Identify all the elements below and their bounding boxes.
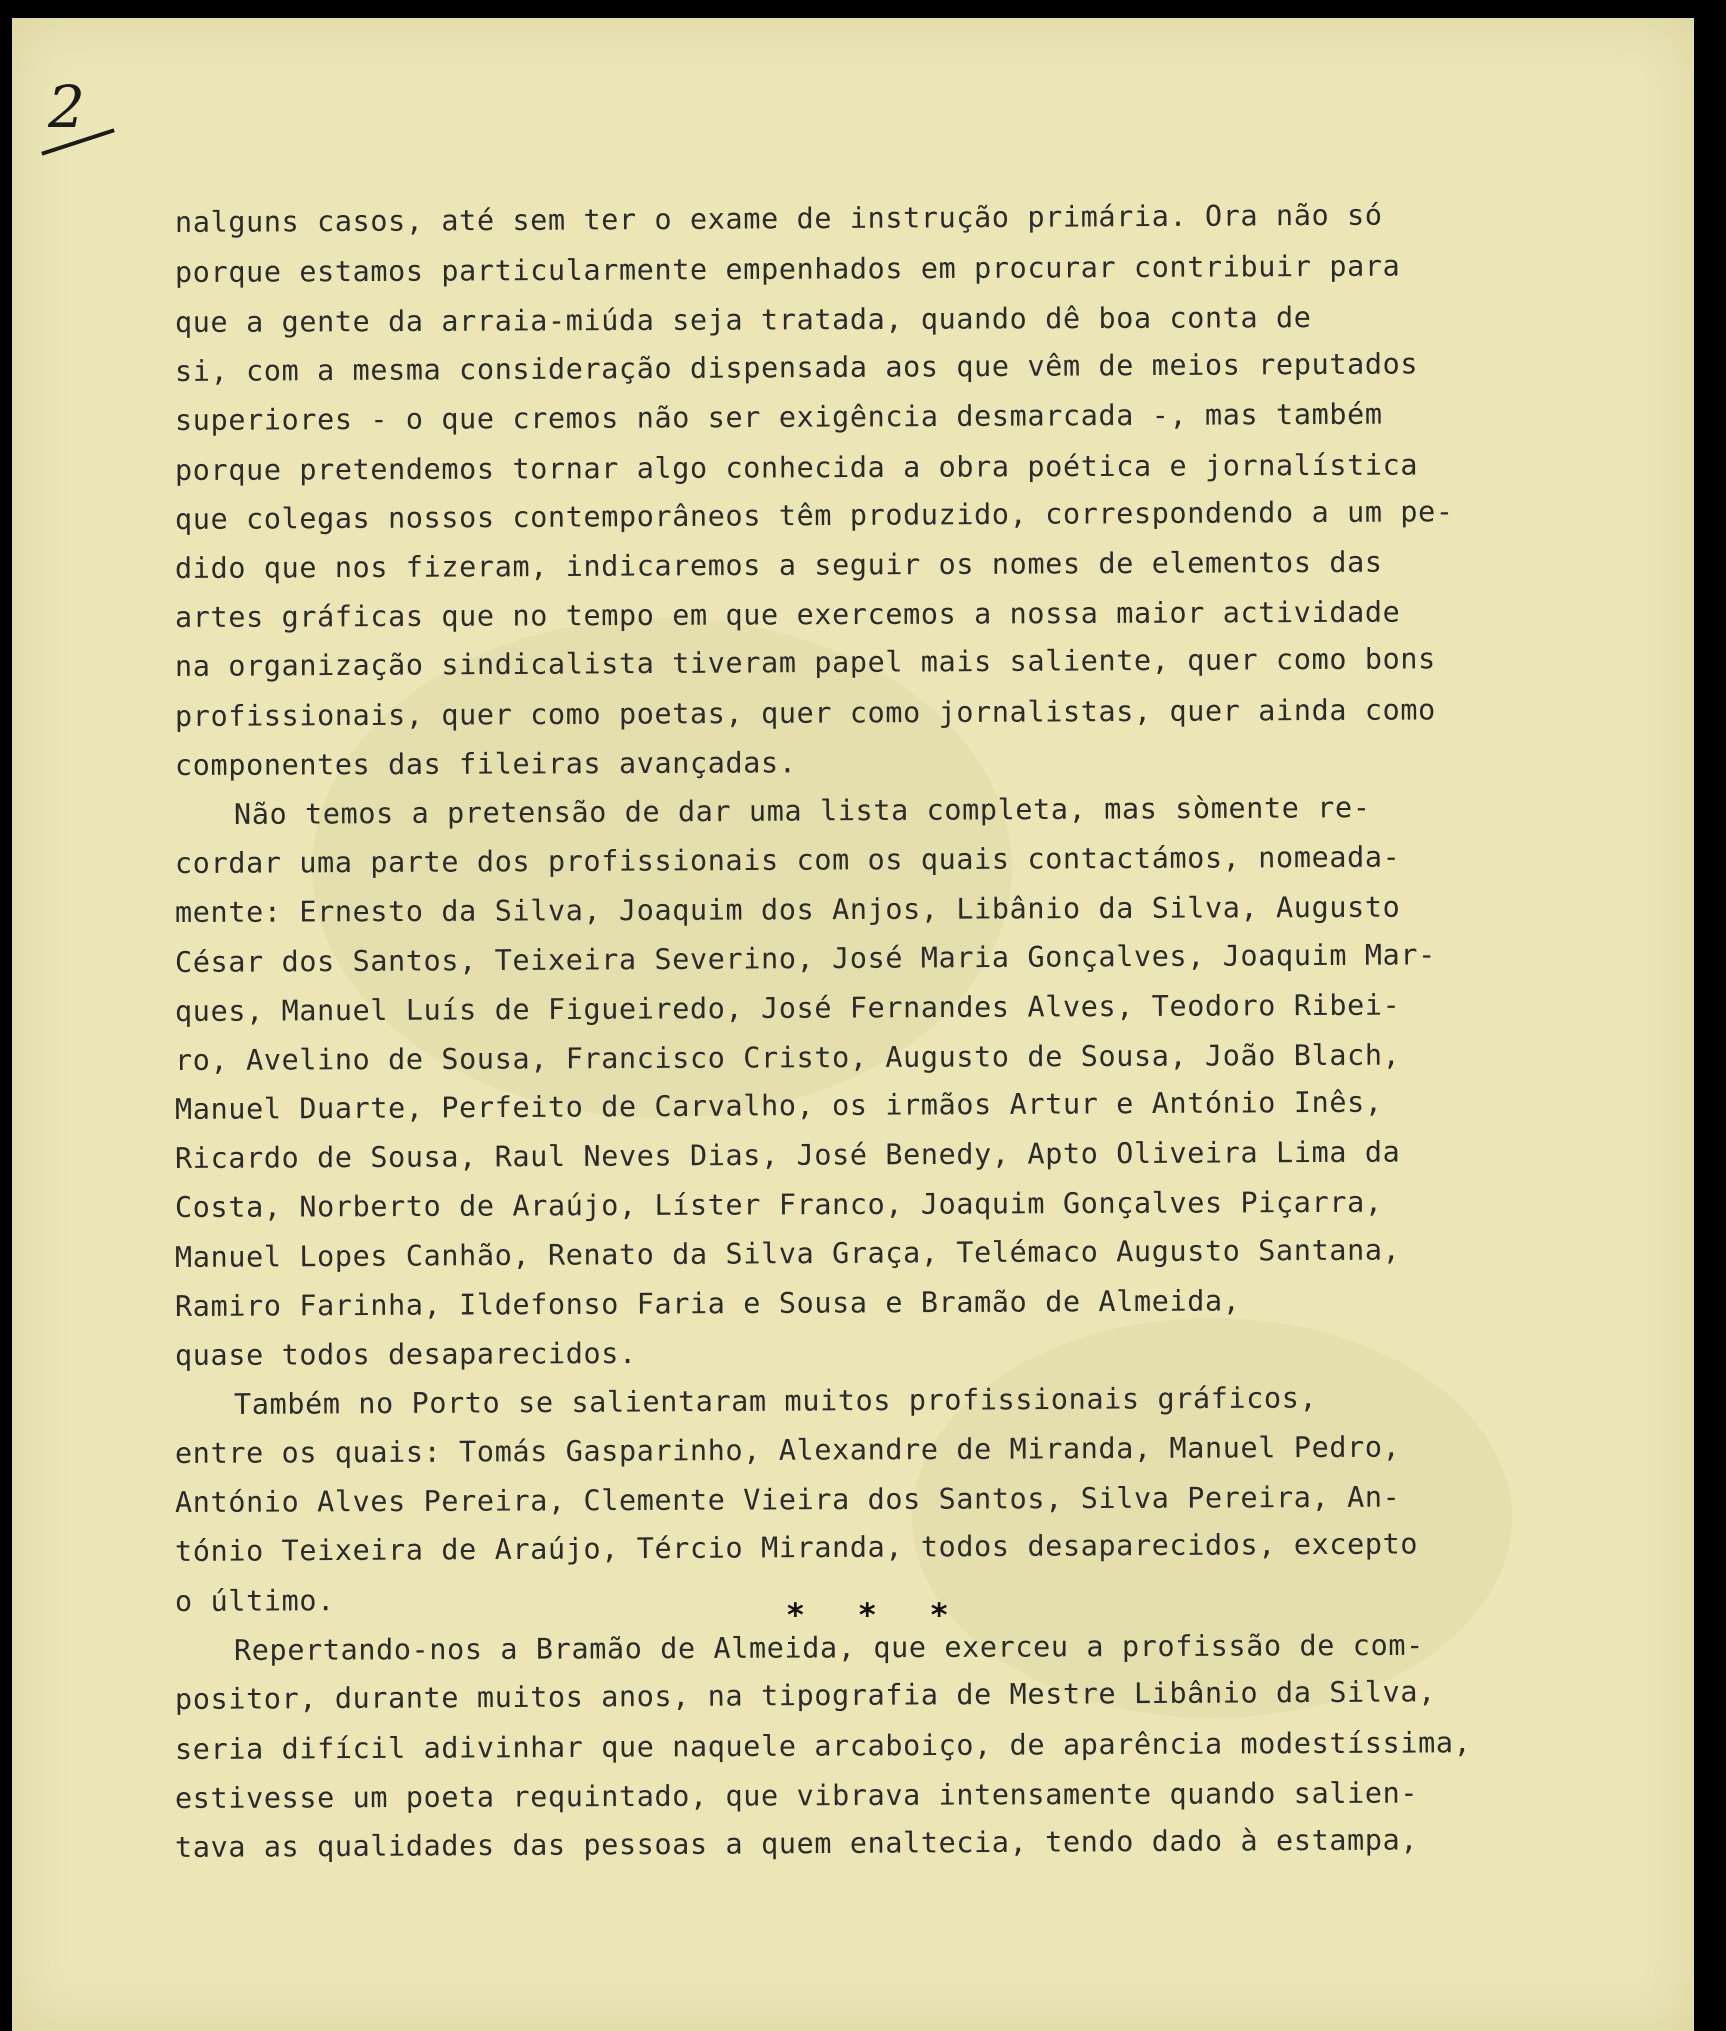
text-line: Costa, Norberto de Araújo, Líster Franco, Joaquim Gonçalves Piçarra, xyxy=(174,1185,1383,1224)
text-line: porque estamos particularmente empenhados em procurar contribuir para xyxy=(174,249,1401,289)
text-line: cordar uma parte dos profissionais com os quais contactámos, nomeada- xyxy=(174,840,1401,880)
text-line: ro, Avelino de Sousa, Francisco Cristo, Augusto de Sousa, João Blach, xyxy=(174,1038,1401,1077)
text-line: dido que nos fizeram, indicaremos a seguir os nomes de elementos das xyxy=(174,545,1383,585)
text-line: mente: Ernesto da Silva, Joaquim dos Anjos, Libânio da Silva, Augusto xyxy=(174,890,1401,929)
text-line: Também no Porto se salientaram muitos profissionais gráficos, xyxy=(233,1381,1318,1421)
text-line: estivesse um poeta requintado, que vibrava intensamente quando salien- xyxy=(174,1776,1419,1815)
text-line: si, com a mesma consideração dispensada aos que vêm de meios reputados xyxy=(174,347,1419,388)
text-line: que colegas nossos contemporâneos têm produzido, correspondendo a um pe- xyxy=(174,495,1454,536)
text-line: o último. xyxy=(174,1584,335,1618)
text-line: entre os quais: Tomás Gasparinho, Alexandre de Miranda, Manuel Pedro, xyxy=(174,1430,1401,1470)
text-line: artes gráficas que no tempo em que exercemos a nossa maior actividade xyxy=(174,595,1401,634)
text-line: Repertando-nos a Bramão de Almeida, que exerceu a profissão de com- xyxy=(233,1628,1424,1667)
text-line: tava as qualidades das pessoas a quem enaltecia, tendo dado à estampa, xyxy=(174,1823,1419,1864)
text-line: ques, Manuel Luís de Figueiredo, José Fernandes Alves, Teodoro Ribei- xyxy=(174,988,1401,1028)
text-line: componentes das fileiras avançadas. xyxy=(174,746,797,782)
text-line: Não temos a pretensão de dar uma lista completa, mas sòmente re- xyxy=(233,791,1371,831)
text-line: na organização sindicalista tiveram papel mais saliente, quer como bons xyxy=(174,642,1436,683)
separator: * * * xyxy=(787,1596,970,1634)
text-line: Manuel Duarte, Perfeito de Carvalho, os irmãos Artur e António Inês, xyxy=(174,1085,1383,1126)
text-line: César dos Santos, Teixeira Severino, José Maria Gonçalves, Joaquim Mar- xyxy=(174,938,1436,979)
text-line: positor, durante muitos anos, na tipografia de Mestre Libânio da Silva, xyxy=(174,1675,1436,1716)
text-line: Ricardo de Sousa, Raul Neves Dias, José Benedy, Apto Oliveira Lima da xyxy=(174,1135,1401,1175)
text-line: nalguns casos, até sem ter o exame de instrução primária. Ora não só xyxy=(174,198,1383,239)
text-line: tónio Teixeira de Araújo, Tércio Miranda, todos desaparecidos, excepto xyxy=(174,1527,1419,1568)
text-line: porque pretendemos tornar algo conhecida a obra poética e jornalística xyxy=(174,448,1419,487)
text-line: que a gente da arraia-miúda seja tratada, quando dê boa conta de xyxy=(174,301,1312,339)
text-line: Manuel Lopes Canhão, Renato da Silva Graça, Telémaco Augusto Santana, xyxy=(174,1233,1401,1274)
text-line: quase todos desaparecidos. xyxy=(174,1336,637,1372)
text-line: seria difícil adivinhar que naquele arcaboiço, de aparência modestíssima, xyxy=(174,1726,1472,1766)
text-line: profissionais, quer como poetas, quer como jornalistas, quer ainda como xyxy=(174,693,1436,733)
text-line: António Alves Pereira, Clemente Vieira dos Santos, Silva Pereira, An- xyxy=(174,1480,1401,1519)
page-number: 2 xyxy=(48,73,85,141)
paper-sheet xyxy=(12,18,1694,2031)
text-line: Ramiro Farinha, Ildefonso Faria e Sousa e Bramão de Almeida, xyxy=(174,1284,1241,1323)
text-line: superiores - o que cremos não ser exigência desmarcada -, mas também xyxy=(174,397,1383,437)
